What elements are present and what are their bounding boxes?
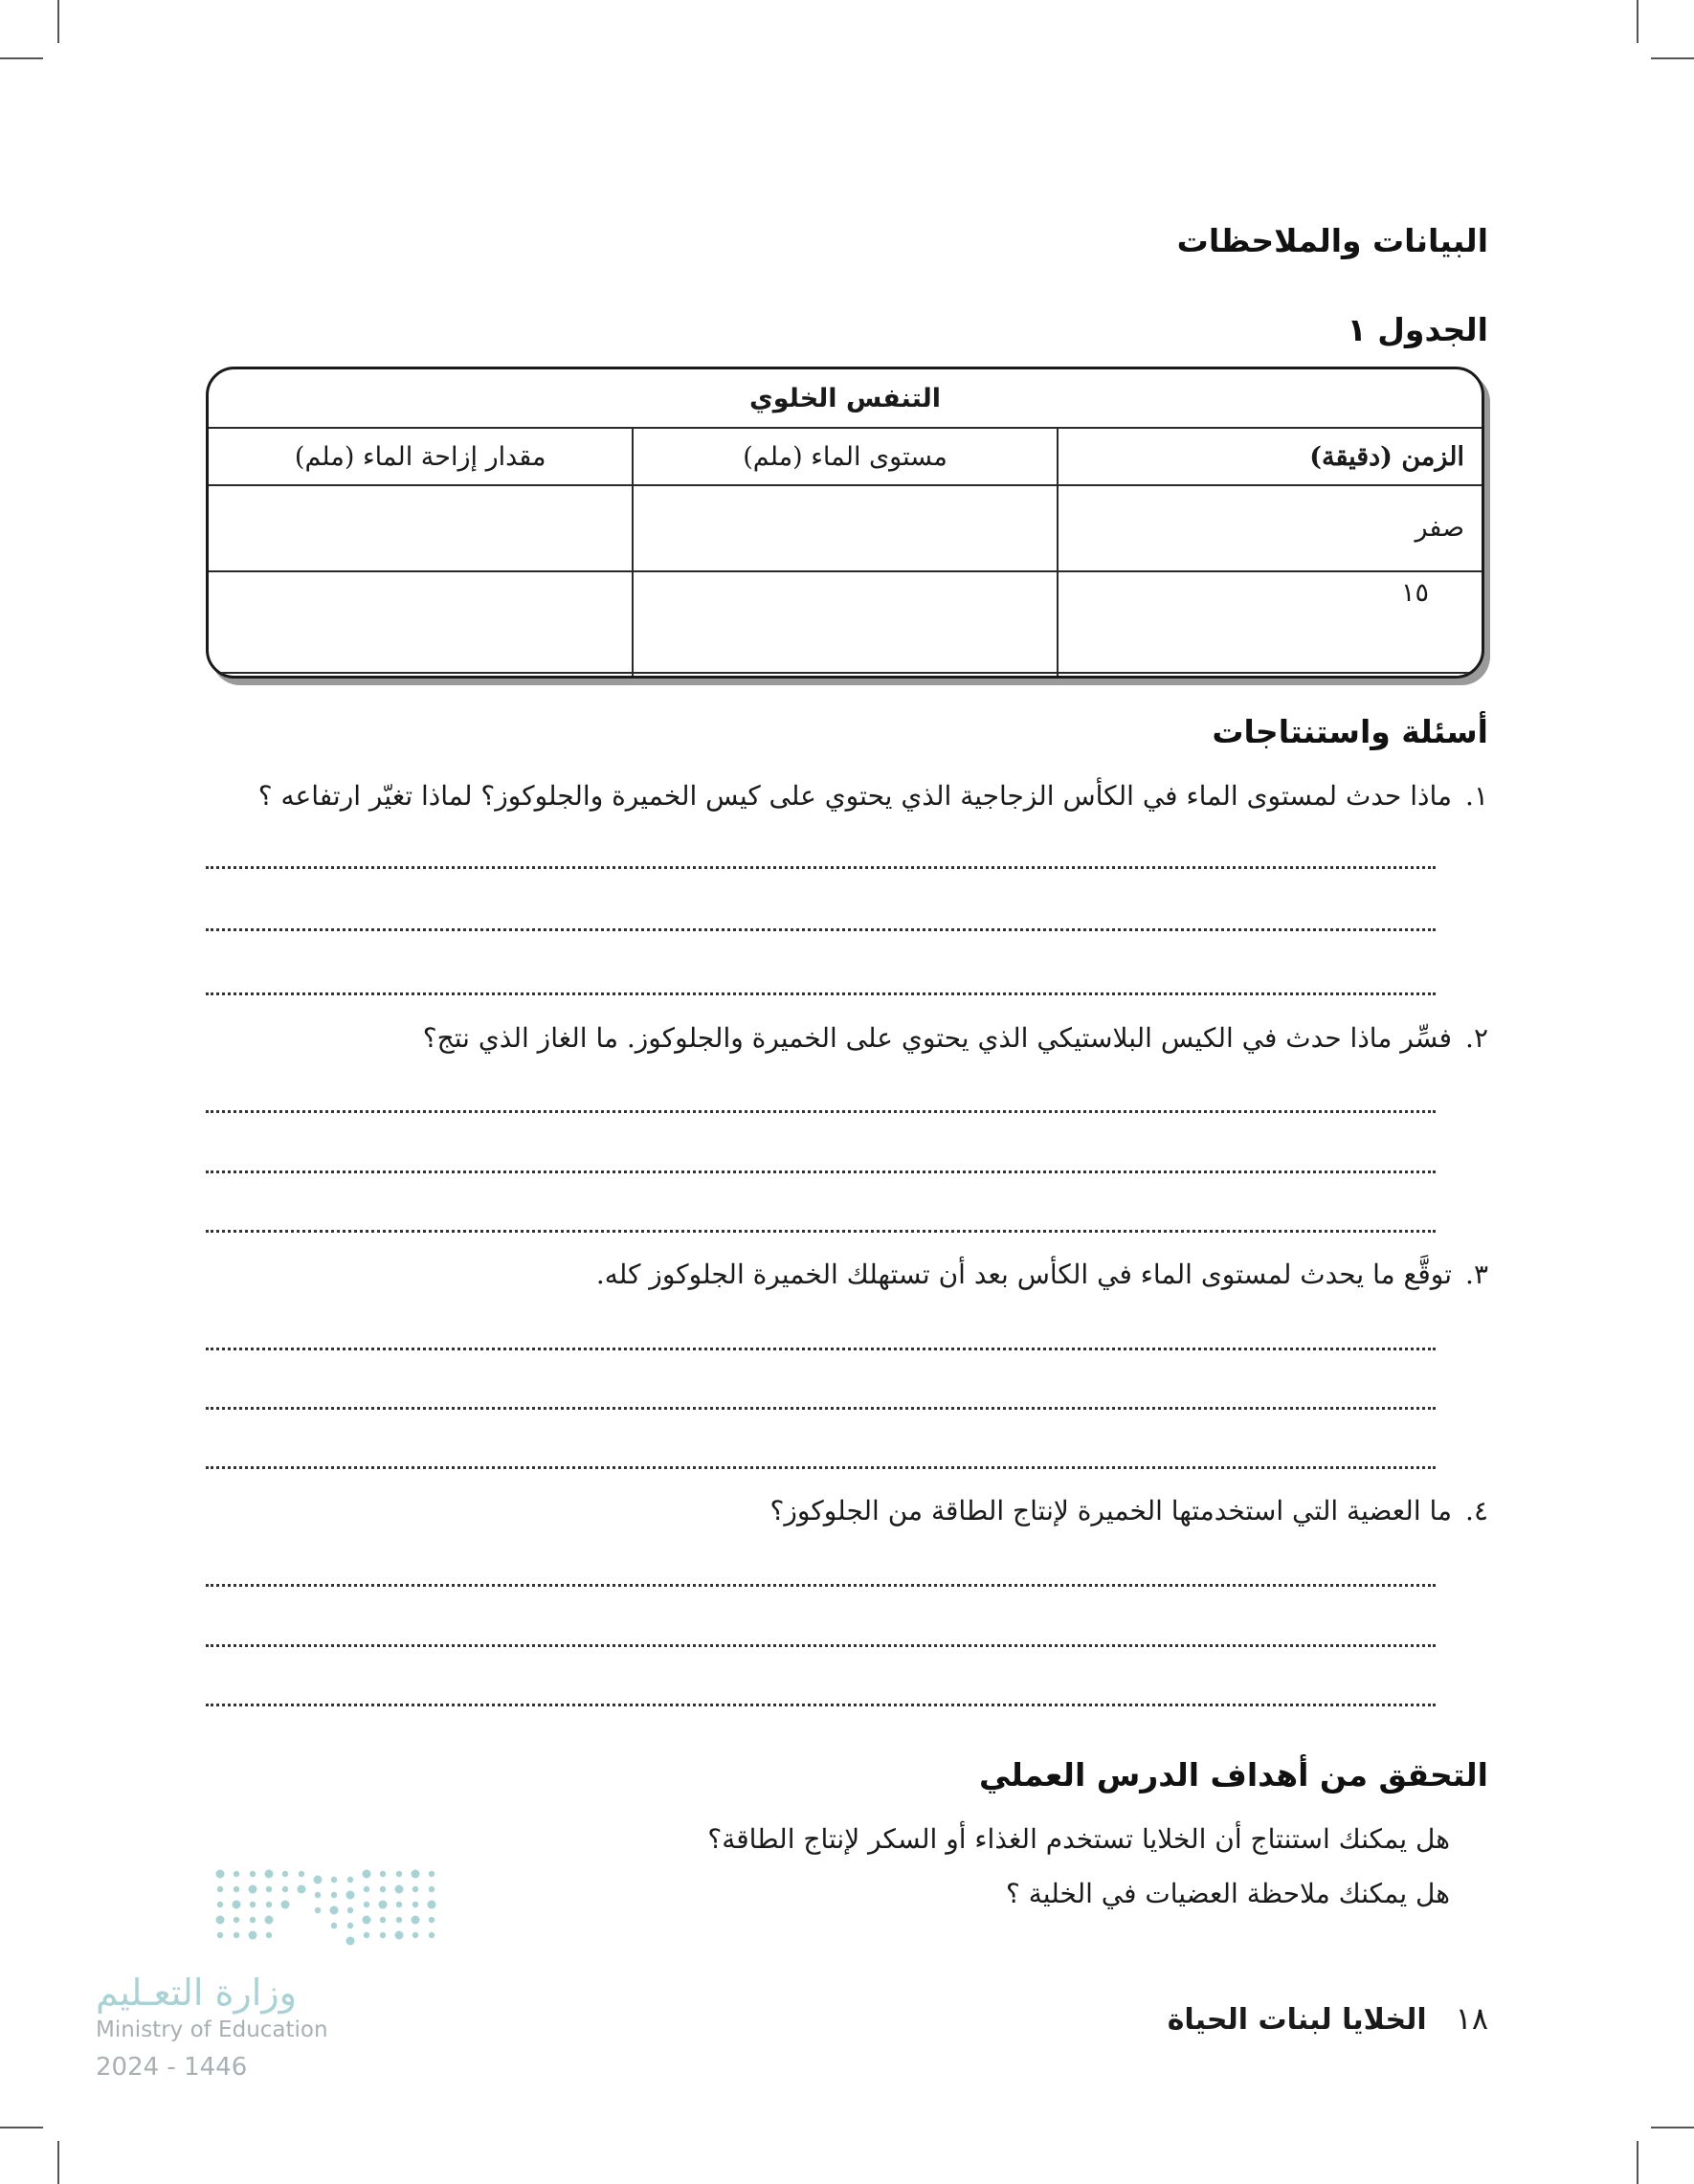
table-header-water-level: مستوى الماء (ملم) xyxy=(633,428,1057,485)
answer-line[interactable] xyxy=(206,1407,1436,1410)
table-cell xyxy=(1058,673,1482,676)
logo-dot xyxy=(249,1931,257,1940)
logo-dot xyxy=(216,1870,225,1879)
table-cell xyxy=(209,571,633,673)
table-cell: صفر xyxy=(1058,485,1482,571)
logo-dot xyxy=(364,1886,369,1892)
logo-dot xyxy=(217,1932,223,1938)
page-footer xyxy=(1168,2000,1488,2037)
logo-dot xyxy=(380,1917,386,1923)
logo-dot xyxy=(331,1892,337,1898)
question-text: ماذا حدث لمستوى الماء في الكأس الزجاجية الذي يحتوي على كيس الخميرة والجلوكوز؟ لماذا تغيّر ارتفاعه ؟ xyxy=(257,780,1453,812)
logo-dot xyxy=(217,1902,223,1907)
crop-mark xyxy=(1651,57,1694,59)
crop-mark xyxy=(1637,2141,1638,2184)
logo-dot xyxy=(412,1932,418,1938)
logo-dot xyxy=(234,1932,239,1938)
logo-dot xyxy=(395,1885,404,1894)
logo-dot xyxy=(347,1877,353,1883)
logo-dot xyxy=(428,1901,436,1909)
table-cell xyxy=(633,485,1057,571)
logo-dot xyxy=(429,1932,435,1938)
table-title: التنفس الخلوي xyxy=(209,369,1482,428)
logo-dot xyxy=(380,1932,386,1938)
logo-dot xyxy=(250,1902,256,1907)
table-cell xyxy=(633,571,1057,673)
answer-line[interactable] xyxy=(206,1466,1436,1469)
logo-dot xyxy=(250,1917,256,1923)
logo-dot xyxy=(282,1871,288,1877)
crop-mark xyxy=(0,2127,43,2128)
logo-year: 2024 - 1446 xyxy=(96,2053,248,2082)
logo-dot xyxy=(395,1931,404,1940)
answer-line[interactable] xyxy=(206,1230,1436,1233)
logo-dot xyxy=(429,1871,435,1877)
logo-dot xyxy=(346,1937,355,1946)
logo-dot xyxy=(314,1876,323,1884)
crop-mark xyxy=(57,2141,59,2184)
logo-dot xyxy=(281,1901,290,1909)
logo-dot xyxy=(429,1886,435,1892)
answer-line[interactable] xyxy=(206,1170,1436,1173)
data-table xyxy=(206,367,1484,679)
table-cell xyxy=(633,673,1057,676)
logo-dot xyxy=(234,1886,239,1892)
logo-dot xyxy=(250,1871,256,1877)
logo-dot xyxy=(396,1871,402,1877)
answer-line[interactable] xyxy=(206,1110,1436,1113)
logo-dot xyxy=(234,1917,239,1923)
crop-mark xyxy=(1637,0,1638,43)
logo-dot xyxy=(380,1871,386,1877)
logo-dot xyxy=(266,1902,272,1907)
verify-item-1: هل يمكنك استنتاج أن الخلايا تستخدم الغذاء أو السكر لإنتاج الطاقة؟ xyxy=(707,1823,1450,1855)
logo-dot xyxy=(266,1886,272,1892)
logo-dot xyxy=(233,1901,241,1909)
logo-arabic-text: وزارة التعـليم xyxy=(96,1972,298,2014)
table-label: الجدول ١ xyxy=(1347,311,1488,348)
question-number: ٤. xyxy=(1465,1495,1488,1527)
logo-dot xyxy=(347,1923,353,1928)
table-cell: ١٥ xyxy=(1058,571,1482,673)
logo-dot xyxy=(412,1916,420,1925)
logo-dot xyxy=(299,1871,304,1877)
logo-dot xyxy=(347,1907,353,1913)
verify-title: التحقق من أهداف الدرس العملي xyxy=(978,1756,1488,1794)
logo-dot xyxy=(346,1891,355,1900)
questions-title: أسئلة واستنتاجات xyxy=(1212,713,1488,750)
section-title: البيانات والملاحظات xyxy=(1176,222,1488,259)
question-3 xyxy=(596,1259,1488,1290)
logo-dot xyxy=(379,1901,388,1909)
page-number: ١٨ xyxy=(1455,2000,1488,2037)
logo-dot xyxy=(412,1886,418,1892)
answer-line[interactable] xyxy=(206,992,1436,995)
crop-mark xyxy=(57,0,59,43)
logo-dot xyxy=(412,1870,420,1879)
logo-dot xyxy=(330,1906,339,1915)
question-1 xyxy=(258,780,1488,812)
logo-dot xyxy=(380,1886,386,1892)
chapter-title: الخلايا لبنات الحياة xyxy=(1167,2003,1427,2037)
question-number: ٢. xyxy=(1465,1022,1488,1054)
logo-dot xyxy=(216,1916,225,1925)
logo-dot xyxy=(363,1870,371,1879)
logo-dot xyxy=(249,1885,257,1894)
logo-dot xyxy=(298,1885,306,1894)
question-text: ما العضية التي استخدمتها الخميرة لإنتاج الطاقة من الجلوكوز؟ xyxy=(769,1495,1453,1527)
question-number: ١. xyxy=(1465,780,1488,812)
crop-mark xyxy=(0,57,43,59)
logo-dot xyxy=(412,1902,418,1907)
logo-dot xyxy=(331,1923,337,1928)
logo-dot xyxy=(282,1886,288,1892)
table-header-displacement: مقدار إزاحة الماء (ملم) xyxy=(209,428,633,485)
logo-dot xyxy=(331,1877,337,1883)
logo-dot xyxy=(364,1932,369,1938)
answer-line[interactable] xyxy=(206,1644,1436,1647)
crop-mark xyxy=(1651,2127,1694,2128)
logo-english-text: Ministry of Education xyxy=(96,2017,328,2042)
logo-dot xyxy=(364,1902,369,1907)
logo-dot xyxy=(266,1932,272,1938)
answer-line[interactable] xyxy=(206,866,1436,869)
question-number: ٣. xyxy=(1465,1259,1488,1290)
verify-item-2: هل يمكنك ملاحظة العضيات في الخلية ؟ xyxy=(1006,1878,1450,1909)
answer-line[interactable] xyxy=(206,1584,1436,1587)
logo-dot xyxy=(363,1916,371,1925)
logo-dot xyxy=(234,1871,239,1877)
question-2 xyxy=(423,1022,1488,1054)
logo-dot xyxy=(315,1892,321,1898)
question-text: فسِّر ماذا حدث في الكيس البلاستيكي الذي يحتوي على الخميرة والجلوكوز. ما الغاز الذي نتج؟ xyxy=(422,1022,1453,1054)
answer-line[interactable] xyxy=(206,928,1436,931)
logo-dot xyxy=(429,1917,435,1923)
answer-line[interactable] xyxy=(206,1348,1436,1350)
table-cell xyxy=(209,673,633,676)
logo-dot xyxy=(265,1916,274,1925)
ministry-logo-icon xyxy=(212,1866,452,1948)
logo-dot xyxy=(217,1886,223,1892)
question-text: توقَّع ما يحدث لمستوى الماء في الكأس بعد أن تستهلك الخميرة الجلوكوز كله. xyxy=(595,1259,1453,1290)
question-4 xyxy=(770,1495,1488,1527)
table-header-time: الزمن (دقيقة) xyxy=(1058,428,1482,485)
answer-line[interactable] xyxy=(206,1704,1436,1706)
logo-dot xyxy=(265,1870,274,1879)
logo-dot xyxy=(396,1917,402,1923)
logo-dot xyxy=(396,1902,402,1907)
table-cell xyxy=(209,485,633,571)
logo-dot xyxy=(315,1907,321,1913)
